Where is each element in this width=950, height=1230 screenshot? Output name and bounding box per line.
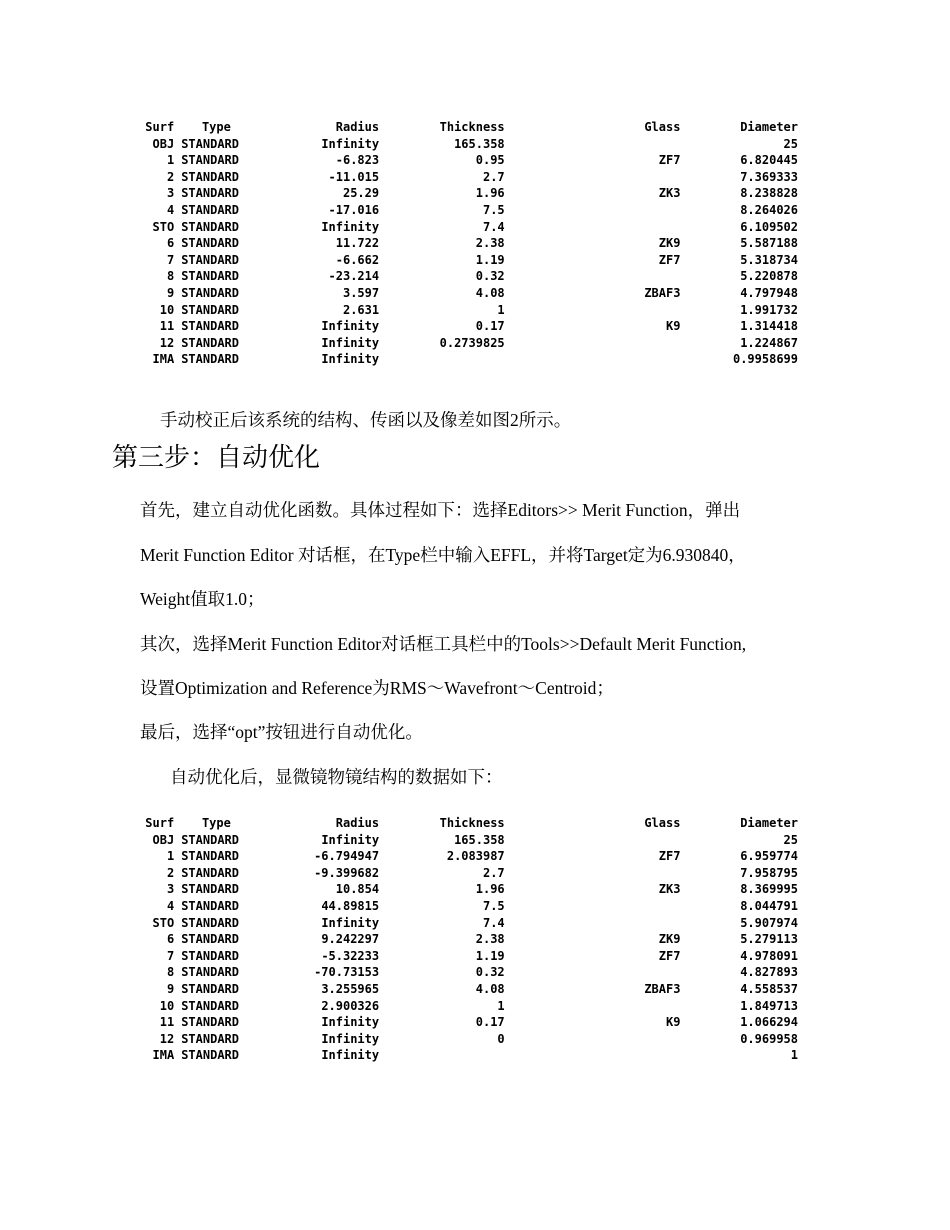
diameter-cell: 8.044791	[740, 898, 798, 913]
radius-cell: 25.29	[342, 186, 380, 201]
radius-cell: Infinity	[321, 352, 380, 367]
diameter-cell: 4.797948	[740, 285, 798, 300]
diameter-cell: 1.991732	[740, 302, 798, 317]
table-row	[128, 285, 798, 302]
thickness-cell: 7.5	[482, 202, 505, 217]
glass-cell	[505, 268, 681, 285]
glass-cell: ZF7	[658, 252, 681, 267]
glass-cell	[505, 136, 681, 153]
diameter-cell: 25	[783, 136, 798, 151]
table-row	[128, 865, 798, 882]
diameter-cell: 0.9958699	[732, 352, 798, 367]
thickness-cell: 1.19	[475, 948, 505, 963]
table-row	[128, 898, 798, 915]
diameter-cell: 1.224867	[740, 335, 798, 350]
glass-cell	[505, 964, 681, 981]
col-header-diameter: Diameter	[740, 816, 798, 830]
radius-cell: Infinity	[321, 1015, 380, 1030]
diameter-cell: 1.314418	[740, 319, 798, 334]
radius-cell: -6.794947	[314, 849, 380, 864]
thickness-cell: 1.96	[475, 882, 505, 897]
col-header-glass: Glass	[644, 816, 681, 830]
surf-cell: 9	[166, 981, 175, 996]
surf-cell: 10	[159, 998, 175, 1013]
step-second-line-2: 设置Optimization and Reference为RMS～Wavefront～Centroid；	[140, 678, 614, 698]
diameter-cell: 1	[790, 1048, 798, 1063]
type-cell: STANDARD	[181, 915, 239, 930]
thickness-cell: 0.17	[475, 319, 505, 334]
surf-cell: 2	[166, 169, 175, 184]
lens-data-table-initial	[128, 119, 798, 368]
radius-cell: Infinity	[321, 335, 380, 350]
glass-cell	[505, 898, 681, 915]
col-header-radius: Radius	[335, 816, 380, 830]
thickness-cell	[379, 351, 505, 368]
col-header-radius: Radius	[335, 120, 380, 134]
step-second-line-1: 其次，选择Merit Function Editor对话框工具栏中的Tools>>Default Merit Function,	[140, 634, 747, 654]
table-row	[128, 881, 798, 898]
surf-cell: 1	[166, 153, 175, 168]
surf-cell: 4	[166, 202, 175, 217]
radius-cell: -6.662	[335, 252, 380, 267]
diameter-cell: 4.558537	[740, 981, 798, 996]
glass-cell: ZK3	[658, 186, 681, 201]
radius-cell: 3.597	[342, 285, 380, 300]
table-row	[128, 848, 798, 865]
radius-cell: Infinity	[321, 319, 380, 334]
table-body	[128, 136, 798, 368]
table-row	[128, 998, 798, 1015]
step-first-line-1: 首先，建立自动优化函数。具体过程如下：选择Editors>> Merit Function，弹出	[140, 500, 741, 520]
type-cell: STANDARD	[181, 948, 239, 963]
diameter-cell: 5.907974	[740, 915, 798, 930]
surf-cell: STO	[152, 219, 175, 234]
col-header-type: Type	[201, 816, 231, 830]
thickness-cell: 2.7	[482, 169, 505, 184]
diameter-cell: 0.969958	[740, 1031, 798, 1046]
type-cell: STANDARD	[181, 169, 239, 184]
glass-cell	[505, 335, 681, 352]
thickness-cell: 2.083987	[446, 849, 505, 864]
diameter-cell: 6.959774	[740, 849, 798, 864]
glass-cell: ZBAF3	[644, 285, 681, 300]
table-header-row	[128, 815, 798, 832]
table-row	[128, 136, 798, 153]
glass-cell	[505, 1047, 681, 1064]
type-cell: STANDARD	[181, 136, 239, 151]
thickness-cell: 0	[497, 1031, 505, 1046]
radius-cell: 11.722	[335, 236, 380, 251]
thickness-cell: 2.38	[475, 236, 505, 251]
type-cell: STANDARD	[181, 932, 239, 947]
surf-cell: 10	[159, 302, 175, 317]
radius-cell: -9.399682	[314, 865, 380, 880]
table-row	[128, 931, 798, 948]
table-row	[128, 351, 798, 368]
glass-cell: ZK9	[658, 236, 681, 251]
diameter-cell: 8.238828	[740, 186, 798, 201]
table-row	[128, 252, 798, 269]
type-cell: STANDARD	[181, 965, 239, 980]
type-cell: STANDARD	[181, 302, 239, 317]
thickness-cell: 1.19	[475, 252, 505, 267]
step-first-line-3: Weight值取1.0；	[140, 589, 265, 609]
surf-cell: 8	[166, 269, 175, 284]
table-row	[128, 219, 798, 236]
radius-cell: 3.255965	[321, 981, 380, 996]
lens-data-table-optimized	[128, 815, 798, 1064]
surf-cell: 1	[166, 849, 175, 864]
type-cell: STANDARD	[181, 285, 239, 300]
table-row	[128, 1047, 798, 1064]
diameter-cell: 4.978091	[740, 948, 798, 963]
table-row	[128, 185, 798, 202]
surf-cell: 6	[166, 932, 175, 947]
type-cell: STANDARD	[181, 202, 239, 217]
glass-cell	[505, 302, 681, 319]
table-row	[128, 169, 798, 186]
type-cell: STANDARD	[181, 319, 239, 334]
type-cell: STANDARD	[181, 898, 239, 913]
surf-cell: 2	[166, 865, 175, 880]
surf-cell: OBJ	[152, 832, 175, 847]
glass-cell	[505, 915, 681, 932]
diameter-cell: 1.066294	[740, 1015, 798, 1030]
type-cell: STANDARD	[181, 998, 239, 1013]
type-cell: STANDARD	[181, 186, 239, 201]
table-row	[128, 302, 798, 319]
table-row	[128, 152, 798, 169]
table-row	[128, 1014, 798, 1031]
type-cell: STANDARD	[181, 882, 239, 897]
glass-cell	[505, 219, 681, 236]
thickness-cell: 1	[497, 302, 505, 317]
diameter-cell: 7.369333	[740, 169, 798, 184]
thickness-cell: 0.2739825	[439, 335, 505, 350]
thickness-cell: 1	[497, 998, 505, 1013]
glass-cell	[505, 202, 681, 219]
manual-correction-note: 手动校正后该系统的结构、传函以及像差如图2所示。	[160, 410, 572, 430]
optimized-data-intro: 自动优化后，显微镜物镜结构的数据如下：	[170, 767, 503, 787]
diameter-cell: 6.109502	[740, 219, 798, 234]
type-cell: STANDARD	[181, 335, 239, 350]
radius-cell: Infinity	[321, 832, 380, 847]
table-row	[128, 268, 798, 285]
surf-cell: IMA	[152, 1048, 175, 1063]
glass-cell	[505, 832, 681, 849]
thickness-cell: 2.38	[475, 932, 505, 947]
table-row	[128, 964, 798, 981]
diameter-cell: 8.264026	[740, 202, 798, 217]
diameter-cell: 5.279113	[740, 932, 798, 947]
thickness-cell: 7.5	[482, 898, 505, 913]
radius-cell: 2.631	[342, 302, 380, 317]
thickness-cell: 0.95	[475, 153, 505, 168]
surf-cell: IMA	[152, 352, 175, 367]
surf-cell: 6	[166, 236, 175, 251]
table-row	[128, 981, 798, 998]
surf-cell: 9	[166, 285, 175, 300]
surf-cell: 11	[159, 319, 175, 334]
surf-cell: 12	[159, 335, 175, 350]
col-header-diameter: Diameter	[740, 120, 798, 134]
type-cell: STANDARD	[181, 219, 239, 234]
diameter-cell: 5.318734	[740, 252, 798, 267]
table-row	[128, 335, 798, 352]
step-first-line-2: Merit Function Editor 对话框，在Type栏中输入EFFL，并将Target定为6.930840，	[140, 545, 746, 565]
table-row	[128, 202, 798, 219]
type-cell: STANDARD	[181, 352, 239, 367]
surf-cell: 12	[159, 1031, 175, 1046]
surf-cell: 8	[166, 965, 175, 980]
col-header-glass: Glass	[644, 120, 681, 134]
thickness-cell: 0.32	[475, 269, 505, 284]
type-cell: STANDARD	[181, 1031, 239, 1046]
glass-cell	[505, 1031, 681, 1048]
surf-cell: 4	[166, 898, 175, 913]
type-cell: STANDARD	[181, 269, 239, 284]
radius-cell: 9.242297	[321, 932, 380, 947]
diameter-cell: 7.958795	[740, 865, 798, 880]
glass-cell	[505, 351, 681, 368]
surf-cell: 7	[166, 252, 175, 267]
glass-cell	[505, 998, 681, 1015]
type-cell: STANDARD	[181, 865, 239, 880]
radius-cell: 10.854	[335, 882, 380, 897]
thickness-cell: 7.4	[482, 915, 505, 930]
type-cell: STANDARD	[181, 849, 239, 864]
radius-cell: -5.32233	[321, 948, 380, 963]
thickness-cell: 4.08	[475, 981, 505, 996]
surf-cell: 3	[166, 186, 175, 201]
radius-cell: Infinity	[321, 1048, 380, 1063]
type-cell: STANDARD	[181, 153, 239, 168]
table-row	[128, 318, 798, 335]
table-row	[128, 235, 798, 252]
col-header-surf: Surf	[145, 120, 175, 134]
radius-cell: Infinity	[321, 219, 380, 234]
diameter-cell: 8.369995	[740, 882, 798, 897]
thickness-cell: 165.358	[454, 832, 505, 847]
type-cell: STANDARD	[181, 1015, 239, 1030]
step-third: 最后，选择“opt”按钮进行自动优化。	[140, 722, 423, 742]
table-header-row	[128, 119, 798, 136]
thickness-cell: 165.358	[454, 136, 505, 151]
glass-cell	[505, 865, 681, 882]
type-cell: STANDARD	[181, 1048, 239, 1063]
col-header-surf: Surf	[145, 816, 175, 830]
diameter-cell: 6.820445	[740, 153, 798, 168]
glass-cell: ZF7	[658, 948, 681, 963]
radius-cell: -23.214	[328, 269, 380, 284]
surf-cell: 11	[159, 1015, 175, 1030]
diameter-cell: 5.587188	[740, 236, 798, 251]
thickness-cell: 0.32	[475, 965, 505, 980]
radius-cell: Infinity	[321, 136, 380, 151]
diameter-cell: 25	[783, 832, 798, 847]
thickness-cell: 1.96	[475, 186, 505, 201]
radius-cell: -70.73153	[314, 965, 380, 980]
glass-cell	[505, 169, 681, 186]
thickness-cell: 4.08	[475, 285, 505, 300]
radius-cell: Infinity	[321, 915, 380, 930]
diameter-cell: 1.849713	[740, 998, 798, 1013]
glass-cell: ZBAF3	[644, 981, 681, 996]
col-header-thickness: Thickness	[439, 120, 505, 134]
type-cell: STANDARD	[181, 832, 239, 847]
surf-cell: STO	[152, 915, 175, 930]
diameter-cell: 5.220878	[740, 269, 798, 284]
radius-cell: 2.900326	[321, 998, 380, 1013]
glass-cell: K9	[665, 1015, 681, 1030]
table-row	[128, 915, 798, 932]
table-row	[128, 1031, 798, 1048]
glass-cell: ZK9	[658, 932, 681, 947]
thickness-cell: 0.17	[475, 1015, 505, 1030]
thickness-cell: 2.7	[482, 865, 505, 880]
col-header-type: Type	[201, 120, 231, 134]
radius-cell: 44.89815	[321, 898, 380, 913]
thickness-cell	[379, 1047, 505, 1064]
surf-cell: 3	[166, 882, 175, 897]
type-cell: STANDARD	[181, 981, 239, 996]
radius-cell: -11.015	[328, 169, 380, 184]
radius-cell: -17.016	[328, 202, 380, 217]
glass-cell: ZF7	[658, 849, 681, 864]
table-body	[128, 832, 798, 1064]
section-heading: 第三步：自动优化	[112, 443, 321, 473]
glass-cell: K9	[665, 319, 681, 334]
surf-cell: 7	[166, 948, 175, 963]
radius-cell: Infinity	[321, 1031, 380, 1046]
table-row	[128, 832, 798, 849]
glass-cell: ZK3	[658, 882, 681, 897]
radius-cell: -6.823	[335, 153, 380, 168]
glass-cell: ZF7	[658, 153, 681, 168]
type-cell: STANDARD	[181, 236, 239, 251]
table-row	[128, 948, 798, 965]
diameter-cell: 4.827893	[740, 965, 798, 980]
thickness-cell: 7.4	[482, 219, 505, 234]
col-header-thickness: Thickness	[439, 816, 505, 830]
surf-cell: OBJ	[152, 136, 175, 151]
type-cell: STANDARD	[181, 252, 239, 267]
